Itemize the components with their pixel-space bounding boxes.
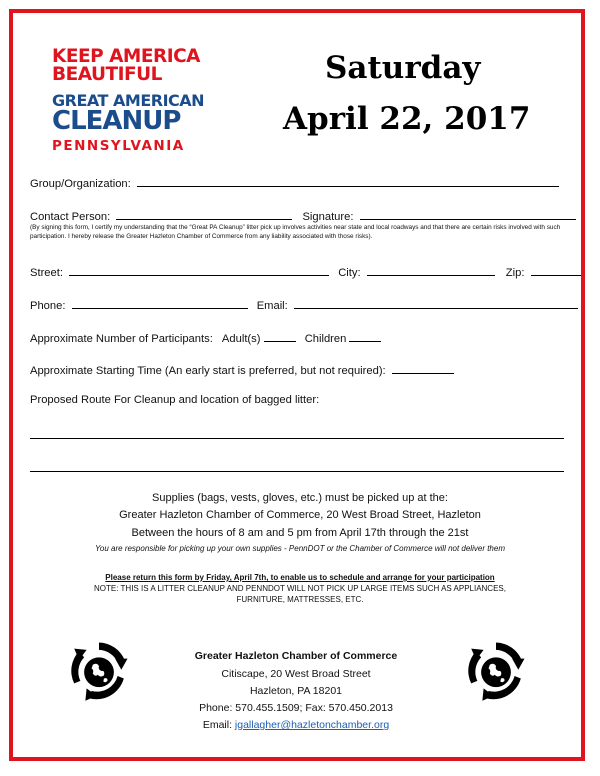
contact-phone-fax: Phone: 570.455.1509; Fax: 570.450.2013 (199, 702, 393, 714)
contact-label: Contact Person: (30, 211, 111, 223)
street-field[interactable] (69, 264, 329, 276)
event-date: April 22, 2017 (283, 101, 531, 137)
zip-field[interactable] (531, 264, 581, 276)
route-field-line-1[interactable] (30, 438, 564, 439)
children-label: Children (304, 333, 347, 345)
address-row (30, 264, 581, 279)
group-label: Group/Organization: (30, 178, 131, 190)
return-note-2: FURNITURE, MATTRESSES, ETC. (236, 595, 364, 604)
logo-line-1: KEEP AMERICA (52, 46, 200, 67)
contact-field[interactable] (116, 208, 292, 220)
email-label: Email: (256, 300, 288, 312)
return-deadline: Please return this form by Friday, April 7th, to enable us to schedule and arrange for your participation (105, 573, 495, 582)
contact-address-2: Hazleton, PA 18201 (249, 685, 343, 697)
city-field[interactable] (367, 264, 495, 276)
logo-line-2: BEAUTIFUL (52, 64, 162, 85)
adults-label: Adult(s) (221, 333, 261, 345)
return-note-1: NOTE: THIS IS A LITTER CLEANUP AND PENNDOT WILL NOT PICK UP LARGE ITEMS SUCH AS APPLIANCES, (94, 584, 506, 593)
supplies-line-3: Between the hours of 8 am and 5 pm from April 17th through the 21st (131, 527, 469, 539)
participants-label: Approximate Number of Participants: (30, 333, 213, 345)
recycle-globe-icon (465, 640, 527, 702)
contact-email-prefix: Email: (202, 719, 235, 731)
phone-row (30, 297, 578, 312)
signature-label: Signature: (302, 211, 354, 223)
start-time-row (30, 362, 454, 377)
group-field[interactable] (137, 175, 559, 187)
participants-row (30, 330, 381, 345)
start-time-label: Approximate Starting Time (An early start is preferred, but not required): (30, 365, 386, 377)
city-label: City: (338, 267, 361, 279)
contact-address-1: Citiscape, 20 West Broad Street (221, 668, 371, 680)
recycle-globe-icon (68, 640, 130, 702)
supplies-line-2: Greater Hazleton Chamber of Commerce, 20 West Broad Street, Hazleton (119, 509, 481, 521)
phone-field[interactable] (72, 297, 248, 309)
start-time-field[interactable] (392, 362, 454, 374)
logo-line-3: GREAT AMERICAN (52, 91, 205, 110)
children-field[interactable] (349, 330, 381, 342)
street-label: Street: (30, 267, 63, 279)
contact-row (30, 208, 576, 223)
email-field[interactable] (294, 297, 578, 309)
logo-line-4: CLEANUP (52, 106, 181, 136)
signature-field[interactable] (360, 208, 576, 220)
disclaimer-text: (By signing this form, I certify my understanding that the “Great PA Cleanup” litter pick up involves activities near state and local roadways and that there are certain risks involved with such participation. I hereby release the Greater Hazleton Chamber of Commerce from any liability associated with those risks). (30, 224, 561, 240)
supplies-note: You are responsible for picking up your own supplies - PennDOT or the Chamber of Commerce will not deliver them (95, 544, 505, 553)
contact-email-link[interactable]: jgallagher@hazletonchamber.org (234, 719, 390, 731)
contact-org: Greater Hazleton Chamber of Commerce (194, 650, 398, 662)
supplies-line-1: Supplies (bags, vests, gloves, etc.) must be picked up at the: (152, 492, 448, 504)
phone-label: Phone: (30, 300, 66, 312)
event-day: Saturday (325, 50, 481, 86)
contact-email-row (186, 720, 406, 731)
route-field-line-2[interactable] (30, 471, 564, 472)
zip-label: Zip: (505, 267, 525, 279)
group-row (30, 175, 559, 190)
logo-line-5: PENNSYLVANIA (52, 138, 185, 154)
route-label: Proposed Route For Cleanup and location of bagged litter: (30, 394, 320, 406)
adults-field[interactable] (264, 330, 296, 342)
